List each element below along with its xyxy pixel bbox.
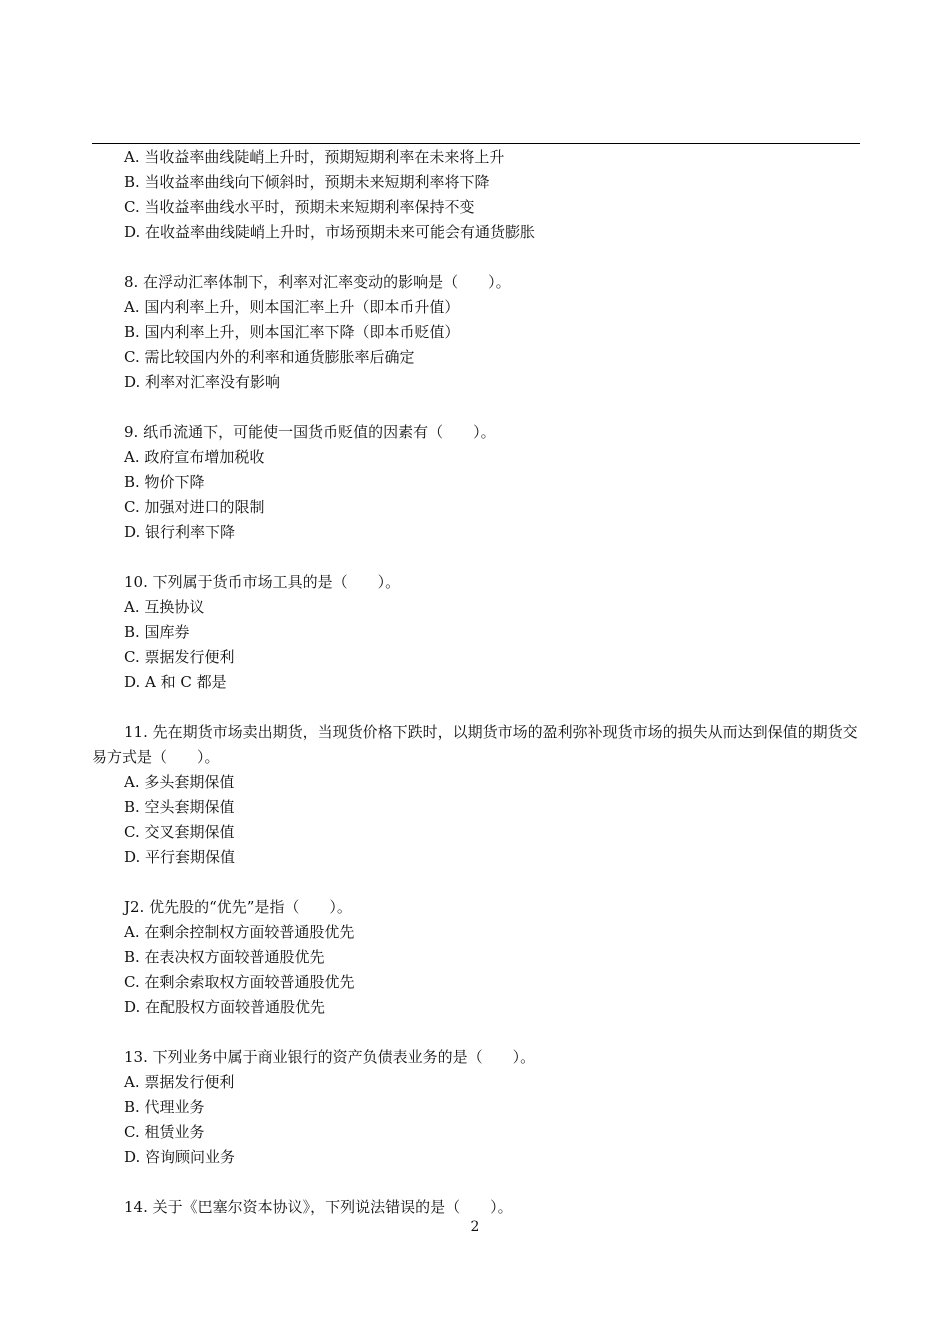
option-line: A. 当收益率曲线陡峭上升时，预期短期利率在未来将上升: [124, 148, 505, 166]
option-line: B. 空头套期保值: [124, 798, 235, 816]
page-number: 2: [470, 1219, 480, 1235]
page-content: [92, 145, 862, 1220]
option-line: C. 在剩余索取权方面较普通股优先: [124, 973, 355, 991]
option-line: D. A 和 C 都是: [124, 673, 227, 691]
option-line: D. 在收益率曲线陡峭上升时，市场预期未来可能会有通货膨胀: [124, 223, 536, 241]
option-line: B. 当收益率曲线向下倾斜时，预期未来短期利率将下降: [124, 173, 490, 191]
option-line: C. 当收益率曲线水平时，预期未来短期利率保持不变: [124, 198, 475, 216]
option-line: D. 银行利率下降: [124, 523, 236, 541]
question-stem: 10. 下列属于货币市场工具的是（ ）。: [124, 573, 401, 591]
option-line: A. 多头套期保值: [124, 773, 235, 791]
option-line: D. 咨询顾问业务: [124, 1148, 236, 1166]
option-line: C. 需比较国内外的利率和通货膨胀率后确定: [124, 348, 415, 366]
question-stem: J2. 优先股的“优先”是指（ ）。: [124, 898, 352, 916]
question-stem: 14. 关于《巴塞尔资本协议》，下列说法错误的是（ ）。: [124, 1198, 513, 1216]
option-line: C. 票据发行便利: [124, 648, 235, 666]
question-stem: 8. 在浮动汇率体制下，利率对汇率变动的影响是（ ）。: [124, 273, 511, 291]
option-line: A. 政府宣布增加税收: [124, 448, 265, 466]
option-line: C. 交叉套期保值: [124, 823, 235, 841]
question-stem: 9. 纸币流通下，可能使一国货币贬值的因素有（ ）。: [124, 423, 496, 441]
option-line: B. 代理业务: [124, 1098, 205, 1116]
option-line: B. 国内利率上升，则本国汇率下降（即本币贬值）: [124, 323, 460, 341]
option-line: B. 国库券: [124, 623, 190, 641]
header-rule: [92, 143, 860, 144]
option-line: D. 平行套期保值: [124, 848, 236, 866]
option-line: B. 物价下降: [124, 473, 205, 491]
option-line: D. 在配股权方面较普通股优先: [124, 998, 326, 1016]
option-line: A. 在剩余控制权方面较普通股优先: [124, 923, 355, 941]
option-line: A. 票据发行便利: [124, 1073, 235, 1091]
option-line: D. 利率对汇率没有影响: [124, 373, 281, 391]
option-line: C. 租赁业务: [124, 1123, 205, 1141]
option-line: A. 国内利率上升，则本国汇率上升（即本币升值）: [124, 298, 460, 316]
question-stem: 11. 先在期货市场卖出期货，当现货价格下跌时，以期货市场的盈利弥补现货市场的损失从而达到保值的期货交易方式是（ ）。: [92, 723, 858, 766]
option-line: B. 在表决权方面较普通股优先: [124, 948, 325, 966]
option-line: C. 加强对进口的限制: [124, 498, 265, 516]
option-line: A. 互换协议: [124, 598, 205, 616]
question-stem: 13. 下列业务中属于商业银行的资产负债表业务的是（ ）。: [124, 1048, 536, 1066]
